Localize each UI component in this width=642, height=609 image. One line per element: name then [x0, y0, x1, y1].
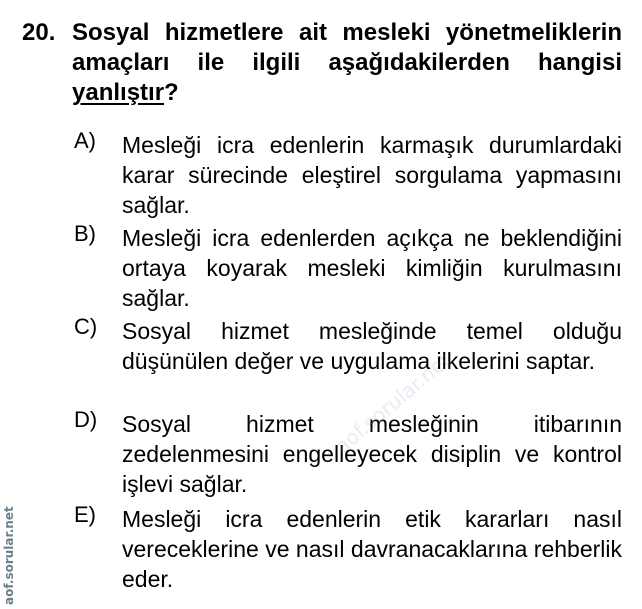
option-e[interactable]	[74, 504, 622, 594]
answer-options	[74, 130, 622, 594]
option-letter: D)	[74, 407, 98, 432]
option-text: Sosyal hizmet mesleğinin itibarının zedelenmesini engelleyecek disiplin ve kontrol işlevi sağlar.	[122, 411, 622, 497]
option-b[interactable]	[74, 223, 622, 316]
option-d[interactable]	[74, 409, 622, 504]
option-text: Sosyal hizmet mesleğinde temel olduğu düşünülen değer ve uygulama ilkelerini saptar.	[122, 318, 622, 374]
option-letter: A)	[74, 128, 96, 153]
question-text	[72, 18, 622, 108]
option-c[interactable]	[74, 316, 622, 409]
option-a[interactable]	[74, 130, 622, 223]
option-letter: E)	[74, 502, 96, 527]
option-letter: B)	[74, 221, 96, 246]
question-text-emphasis: yanlıştır	[72, 79, 165, 106]
option-text: Mesleği icra edenlerden açıkça ne beklendiğini ortaya koyarak mesleki kimliğin kurulmasını sağlar.	[122, 225, 622, 311]
option-letter: C)	[74, 314, 98, 339]
side-watermark: aof.sorular.net	[2, 506, 16, 605]
option-text: Mesleği icra edenlerin karmaşık durumlardaki karar sürecinde eleştirel sorgulama yapmasını sağlar.	[122, 132, 622, 218]
diagonal-watermark: aof.sorular.net	[330, 347, 456, 459]
question-number: 20.	[22, 19, 56, 46]
question-text-end: ?	[164, 79, 179, 106]
option-text: Mesleği icra edenlerin etik kararları nasıl vereceklerine ve nasıl davranacaklarına rehberlik eder.	[122, 506, 622, 592]
question-text-main: Sosyal hizmetlere ait mesleki yönetmeliklerin amaçları ile ilgili aşağıdakilerden hangisi	[72, 19, 622, 76]
